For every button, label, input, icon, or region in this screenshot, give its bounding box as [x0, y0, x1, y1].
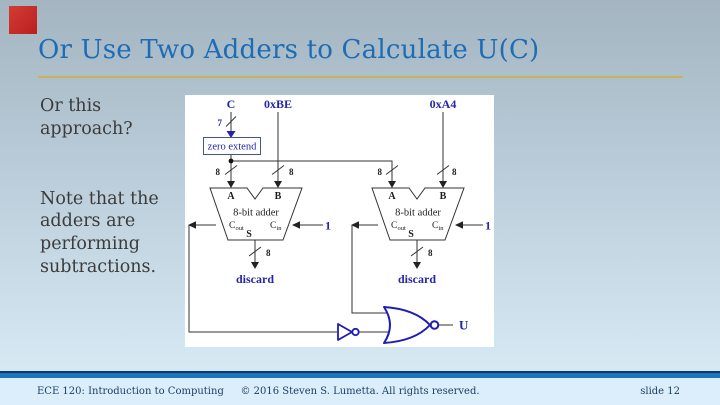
- footer-copyright: © 2016 Steven S. Lumetta. All rights reserved.: [240, 386, 480, 397]
- bus-width-7: 7: [217, 118, 222, 128]
- junction-dot: [229, 159, 234, 164]
- adder2-cin-sub: in: [438, 225, 444, 232]
- page-title: Or Use Two Adders to Calculate U(C): [38, 35, 540, 65]
- discard-label: discard: [397, 272, 437, 286]
- adder1-cin-sub: in: [276, 225, 282, 232]
- footer-body: [0, 378, 720, 405]
- body-text: [40, 95, 190, 279]
- adder2-cout-sub: out: [397, 225, 406, 232]
- carry-in-one: 1: [485, 218, 491, 233]
- adder2-port-a: A: [388, 191, 396, 202]
- slide-footer: [0, 371, 720, 405]
- zero-extend-arrowhead: [227, 131, 236, 138]
- adder1-port-a: A: [227, 191, 235, 202]
- adder2-port-s: S: [408, 229, 414, 240]
- bus-width-8: 8: [266, 248, 271, 258]
- adder1-cout-sub: out: [235, 225, 244, 232]
- nor-gate: [384, 307, 438, 343]
- bus-width-8: 8: [289, 167, 294, 177]
- not-gate: [338, 324, 359, 340]
- footer-course-name: ECE 120: Introduction to Computing: [37, 386, 224, 397]
- circuit-svg: [185, 95, 494, 347]
- discard-label: discard: [235, 272, 275, 286]
- bus-width-8: 8: [452, 167, 457, 177]
- input-0xA4-label: 0xA4: [429, 97, 457, 111]
- body-paragraph: Note that the adders are performing subtractions.: [40, 188, 159, 277]
- input-0xBE-label: 0xBE: [263, 97, 293, 111]
- adder2-cout: C: [391, 221, 398, 231]
- circuit-diagram-panel: [185, 95, 494, 347]
- adder1-port-s: S: [246, 229, 252, 240]
- adder1-label: 8-bit adder: [233, 207, 279, 219]
- red-accent-square: [9, 6, 37, 34]
- body-paragraph: Or this approach?: [40, 96, 133, 139]
- bus-width-8: 8: [428, 248, 433, 258]
- adder2-cin: C: [432, 221, 439, 231]
- footer-slide-number: slide 12: [640, 386, 680, 397]
- zero-extend-label: zero extend: [207, 141, 257, 153]
- output-u-label: U: [459, 317, 469, 333]
- input-c-label: C: [226, 97, 236, 111]
- adder1-cout: C: [229, 221, 236, 231]
- title-divider: [38, 76, 683, 78]
- adder-1: [210, 188, 302, 240]
- adder1-cin: C: [270, 221, 277, 231]
- bus-width-8: 8: [215, 167, 220, 177]
- adder1-port-b: B: [274, 191, 282, 202]
- adder-2: [372, 188, 464, 240]
- carry-in-one: 1: [325, 218, 331, 233]
- bus-width-8: 8: [377, 167, 382, 177]
- adder2-label: 8-bit adder: [395, 207, 441, 219]
- adder2-port-b: B: [439, 191, 447, 202]
